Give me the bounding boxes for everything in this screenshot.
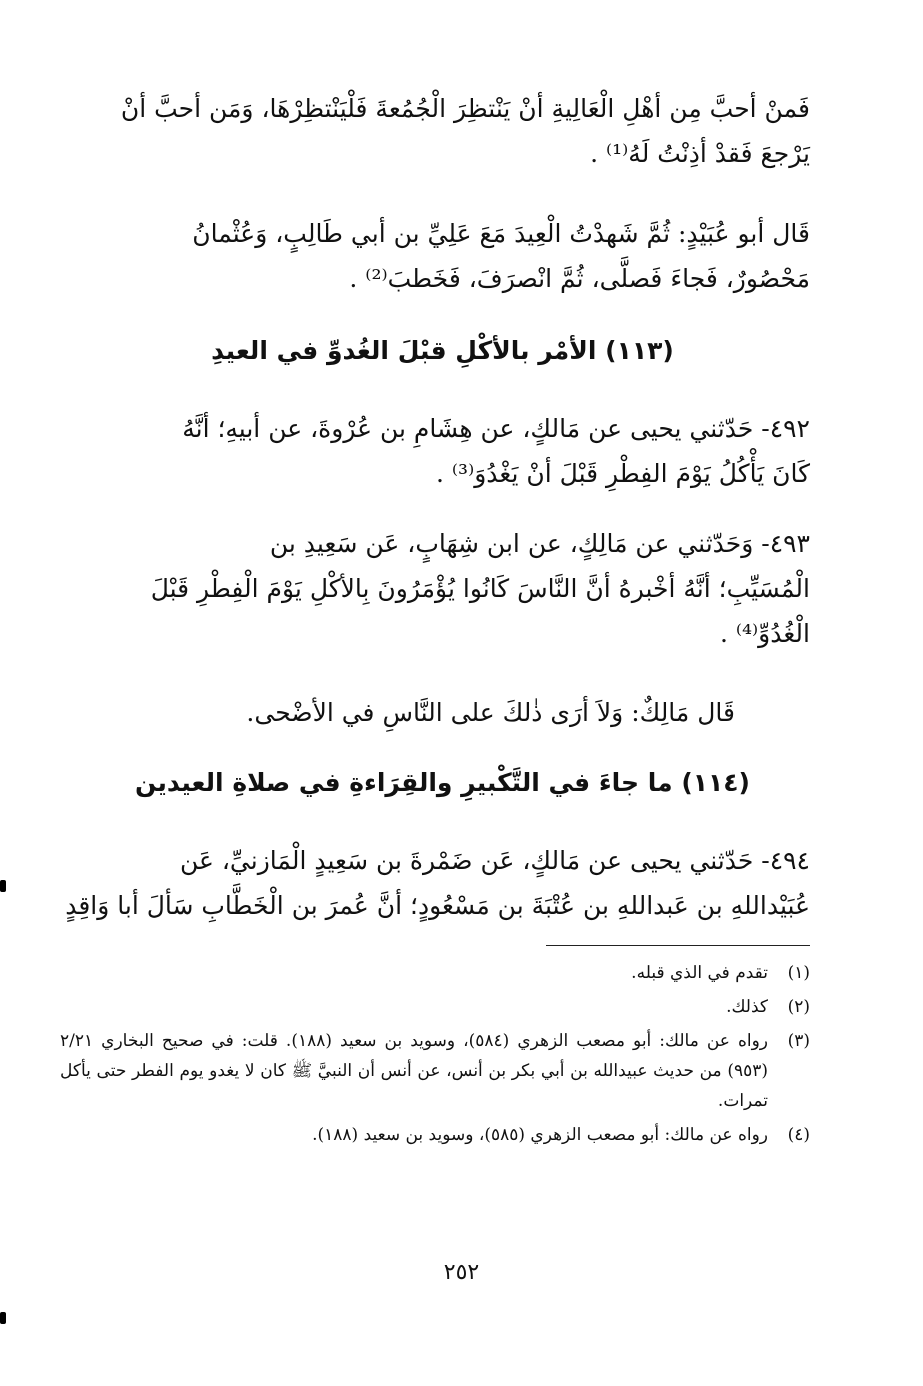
footnote-item (60, 1120, 810, 1150)
text-line: الْمُسَيِّبِ؛ أنَّهُ أخْبرهُ أنَّ النَّاسَ كَانُوا يُؤْمَرُونَ بِالأكْلِ يَوْمَ الْفِطْرِ قَبْلَ (150, 574, 810, 603)
paragraph-malik-comment (75, 690, 810, 735)
hadith-494 (65, 838, 810, 928)
text-line: يَرْجعَ فَقدْ أذِنْتُ لَهُ⁽¹⁾ . (590, 139, 810, 168)
page-number: ٢٥٢ (443, 1260, 480, 1285)
text-line: فَمنْ أحبَّ مِن أهْلِ الْعَالِيةِ أنْ يَنْتظِرَ الْجُمُعةَ فَلْيَنْتظِرْهَا، وَمَن أحبَّ أنْ (120, 94, 810, 123)
footnote-item (60, 992, 810, 1022)
text-line: ٤٩٣- وَحَدّثني عن مَالِكٍ، عن ابن شِهَابٍ، عَن سَعِيدِ بن (269, 529, 810, 558)
footnotes (60, 958, 810, 1154)
footnote-text: تقدم في الذي قبله. (631, 963, 768, 983)
chapter-heading-113 (75, 331, 810, 371)
footnote-text: رواه عن مالك: أبو مصعب الزهري (٥٨٥)، وسويد بن سعيد (١٨٨). (312, 1125, 768, 1145)
chapter-heading-114 (75, 763, 810, 803)
text-line: ٤٩٢- حَدّثني يحيى عن مَالكٍ، عن هِشَامِ بن عُرْوةَ، عن أبيهِ؛ أنَّهُ (182, 414, 810, 443)
chapter-title: (١١٤) ما جاءَ في التَّكْبيرِ والقِرَاءةِ في صلاةِ العيدين (135, 768, 750, 797)
text-line: قَال أبو عُبَيْدٍ: ثُمَّ شَهدْتُ الْعِيدَ مَعَ عَلِيِّ بن أبي طَالِبٍ، وَعُثْمانُ (192, 219, 810, 248)
hadith-492 (75, 406, 810, 496)
paragraph-abu-ubayd (75, 211, 810, 301)
footnote-item (60, 1026, 810, 1116)
scan-mark (0, 880, 6, 892)
text-line: قَال مَالِكٌ: وَلاَ أرَى ذٰلكَ على النَّاسِ في الأضْحى. (246, 698, 735, 727)
hadith-493 (75, 521, 810, 656)
text-line: مَحْصُورٌ، فَجاءَ فَصلَّى، ثُمَّ انْصرَفَ، فَخَطبَ⁽²⁾ . (349, 264, 810, 293)
footnote-number: (٢) (787, 997, 810, 1017)
text-line: عُبَيْداللهِ بن عَبداللهِ بن عُتْبَةَ بن مَسْعُودٍ؛ أنَّ عُمرَ بن الْخَطَّابِ سَألَ أبا وَاقِدٍ (65, 891, 810, 920)
footnote-number: (١) (787, 963, 810, 983)
footnote-number: (٣) (787, 1031, 810, 1051)
chapter-title: (١١٣) الأمْر بالأكْلِ قبْلَ الغُدوِّ في العيدِ (211, 336, 674, 365)
text-line: ٤٩٤- حَدّثني يحيى عن مَالكٍ، عَن ضَمْرةَ بن سَعِيدٍ الْمَازنيِّ، عَن (179, 846, 810, 875)
footnote-text: كذلك. (726, 997, 768, 1017)
footnote-item (60, 958, 810, 988)
text-line: كَانَ يَأْكُلُ يَوْمَ الفِطْرِ قَبْلَ أنْ يَغْدُوَ⁽³⁾ . (436, 459, 810, 488)
paragraph-friday-permission (75, 86, 810, 176)
scan-mark (0, 1312, 6, 1324)
text-line: الْغُدُوِّ⁽⁴⁾ . (719, 619, 810, 648)
footnote-divider (546, 945, 810, 946)
footnote-number: (٤) (787, 1125, 810, 1145)
footnote-text: رواه عن مالك: أبو مصعب الزهري (٥٨٤)، وسويد بن سعيد (١٨٨). قلت: في صحيح البخاري ٢/٢١ (٩٥٣) من حديث عبيدالله بن أبي بكر بن أنس، عن أنس أن النبيَّ ﷺ كان لا يغدو يوم الفطر حتى يأكل تمرات. (60, 1031, 768, 1111)
